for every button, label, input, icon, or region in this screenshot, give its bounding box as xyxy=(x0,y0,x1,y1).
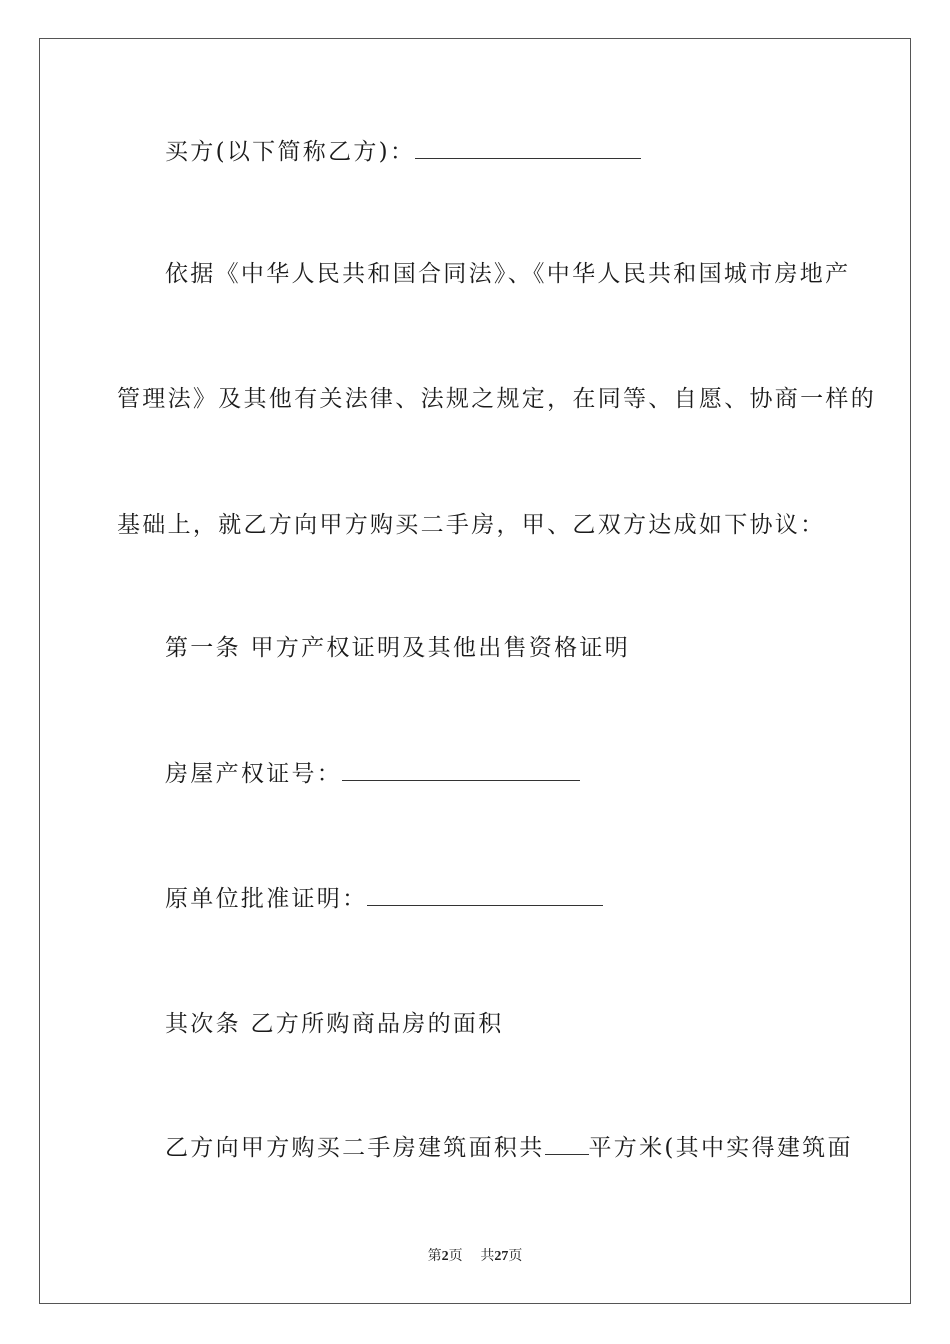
basis-line-2: 管理法》及其他有关法律、法规之规定，在同等、自愿、协商一样的 xyxy=(117,386,876,412)
footer-page-number: 2 xyxy=(441,1249,449,1264)
page-footer xyxy=(0,1246,950,1267)
page-border xyxy=(39,38,911,1304)
buyer-line xyxy=(165,137,641,167)
area-blank-field[interactable] xyxy=(545,1134,589,1155)
area-line xyxy=(165,1133,853,1163)
buyer-blank-field[interactable] xyxy=(415,138,641,159)
basis-line-3: 基础上，就乙方向甲方购买二手房，甲、乙双方达成如下协议： xyxy=(117,512,826,538)
property-cert-blank-field[interactable] xyxy=(342,760,580,781)
buyer-label: 买方(以下简称乙方)： xyxy=(165,139,416,165)
footer-total-pages: 27 xyxy=(494,1249,509,1264)
unit-approval-line xyxy=(165,884,603,914)
unit-approval-label: 原单位批准证明： xyxy=(165,886,368,912)
article-1-title: 第一条 甲方产权证明及其他出售资格证明 xyxy=(165,635,631,661)
basis-line-1: 依据《中华人民共和国合同法》、《中华人民共和国城市房地产 xyxy=(165,261,851,287)
property-cert-line xyxy=(165,759,580,789)
area-suffix: 平方米(其中实得建筑面 xyxy=(588,1135,853,1161)
footer-page-suffix: 页 xyxy=(508,1248,523,1264)
footer-page-prefix: 第 xyxy=(427,1248,442,1264)
footer-page-mid: 页 共 xyxy=(448,1248,495,1264)
unit-approval-blank-field[interactable] xyxy=(367,885,603,906)
property-cert-label: 房屋产权证号： xyxy=(165,761,343,787)
area-prefix: 乙方向甲方购买二手房建筑面积共 xyxy=(165,1135,545,1161)
article-2-title: 其次条 乙方所购商品房的面积 xyxy=(165,1011,504,1037)
